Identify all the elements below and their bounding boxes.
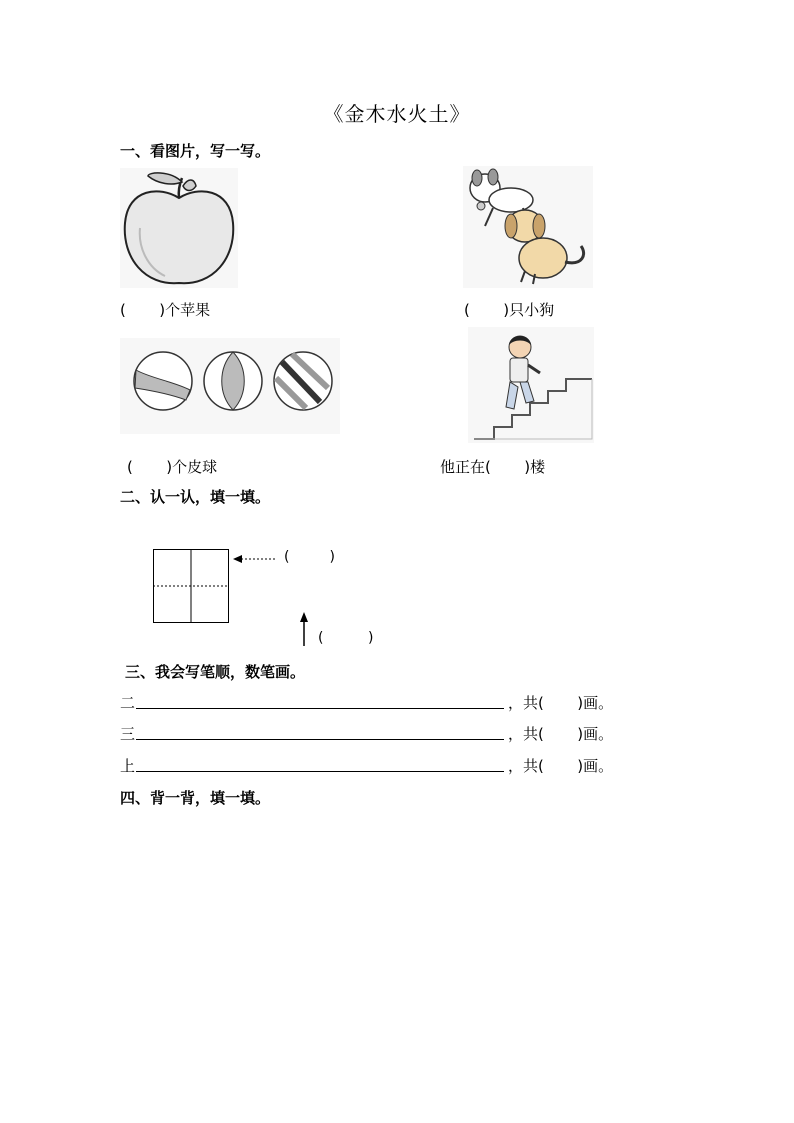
page-title: 《金木水火土》: [323, 102, 471, 126]
grid-answer-bottom: ( ): [318, 630, 374, 646]
stroke-row-char: 二: [120, 694, 136, 712]
stroke-row-char: 三: [120, 725, 136, 743]
section-4-heading: 四、背一背，填一填。: [120, 789, 271, 807]
stairs-caption: 他正在( )楼: [440, 458, 546, 476]
stroke-row-suffix: ，共( )画。: [508, 725, 614, 743]
section-2-heading: 二、认一认，填一填。: [120, 488, 271, 506]
balls-illustration: [120, 338, 340, 434]
arrow-up: [298, 612, 310, 646]
tian-grid: [153, 549, 229, 623]
grid-answer-right: ( ): [284, 549, 335, 565]
dotted-arrow-left: [233, 550, 277, 562]
stroke-row-char: 上: [120, 757, 136, 775]
stroke-row-line[interactable]: [136, 771, 504, 772]
section-1-heading: 一、看图片，写一写。: [120, 142, 271, 160]
balls-caption: ( )个皮球: [127, 458, 218, 476]
stroke-row-line[interactable]: [136, 708, 504, 709]
apple-caption: ( )个苹果: [120, 301, 211, 319]
dogs-illustration: [463, 166, 593, 288]
apple-illustration: [120, 168, 238, 288]
stairs-illustration: [468, 327, 594, 443]
section-3-heading: 三、我会写笔顺，数笔画。: [125, 663, 306, 681]
stroke-row-suffix: ，共( )画。: [508, 694, 614, 712]
stroke-row-line[interactable]: [136, 739, 504, 740]
stroke-row-suffix: ，共( )画。: [508, 757, 614, 775]
dogs-caption: ( )只小狗: [464, 301, 555, 319]
